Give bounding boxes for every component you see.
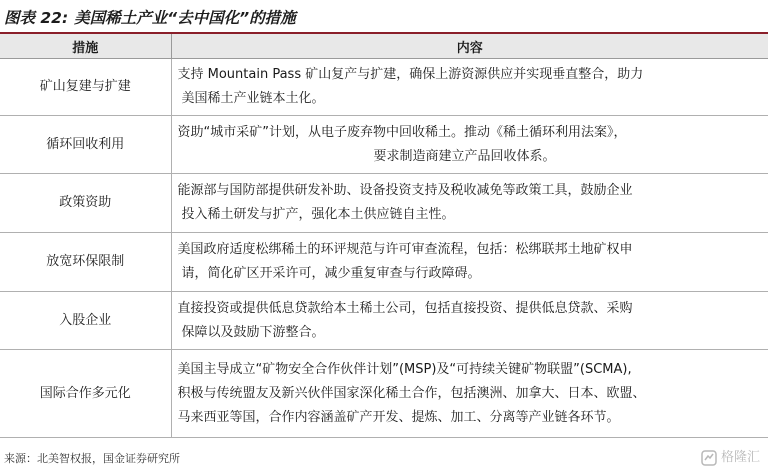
watermark [701,448,760,468]
table-row [0,59,768,116]
table-row [0,174,768,233]
figure-title [4,7,764,29]
content-line: 积极与传统盟友及新兴伙伴国家深化稀土合作，包括澳洲、加拿大、日本、欧盟、 [177,385,646,401]
measure-cell: 政策资助 [0,174,171,233]
measure-cell: 放宽环保限制 [0,233,171,292]
content-cell [171,233,768,292]
content-line: 支持 Mountain Pass 矿山复产与扩建，确保上游资源供应并实现垂直整合，助力 [177,67,644,82]
content-line: 美国稀土产业链本土化。 [181,91,325,106]
content-line: 美国主导成立“矿物安全合作伙伴计划”(MSP)及“可持续关键矿物联盟”(SCMA), [177,361,632,377]
table-row [0,116,768,174]
content-line: 要求制造商建立产品回收体系。 [373,148,556,164]
measure-cell: 矿山复建与扩建 [0,59,171,116]
content-line: 请，简化矿区开采许可，减少重复审查与行政障碍。 [181,266,481,281]
content-line: 能源部与国防部提供研发补助、设备投资支持及税收减免等政策工具，鼓励企业 [177,183,633,198]
content-cell [171,292,768,350]
header-measure: 措施 [0,34,171,59]
measures-table [0,34,768,438]
table-row [0,292,768,350]
measure-cell: 国际合作多元化 [0,350,171,438]
watermark-text: 格隆汇 [720,450,760,465]
content-line: 马来西亚等国，合作内容涵盖矿产开发、提炼、加工、分离等产业链各环节。 [177,409,620,425]
content-cell [171,116,768,174]
content-line: 美国政府适度松绑稀土的环评规范与许可审查流程，包括：松绑联邦土地矿权申 [177,242,633,257]
content-line: 保障以及鼓励下游整合。 [181,324,325,340]
content-line: 资助“城市采矿”计划，从电子废弃物中回收稀土。推动《稀土循环利用法案》， [177,124,627,140]
content-cell [171,174,768,233]
content-cell [171,59,768,116]
content-line: 直接投资或提供低息贷款给本土稀土公司，包括直接投资、提供低息贷款、采购 [177,300,633,316]
figure-label: 图表 22: [4,9,69,27]
measure-cell: 循环回收利用 [0,116,171,174]
source-note: 来源：北美智权报，国金证券研究所 [4,452,180,465]
table-row [0,233,768,292]
content-line: 投入稀土研发与扩产，强化本土供应链自主性。 [181,207,455,222]
content-cell [171,350,768,438]
header-content: 内容 [171,34,768,59]
table-header-row [0,34,768,59]
table-row [0,350,768,438]
measure-cell: 入股企业 [0,292,171,350]
figure-title-text: 美国稀土产业“去中国化”的措施 [74,9,296,27]
watermark-logo-icon [701,450,717,466]
